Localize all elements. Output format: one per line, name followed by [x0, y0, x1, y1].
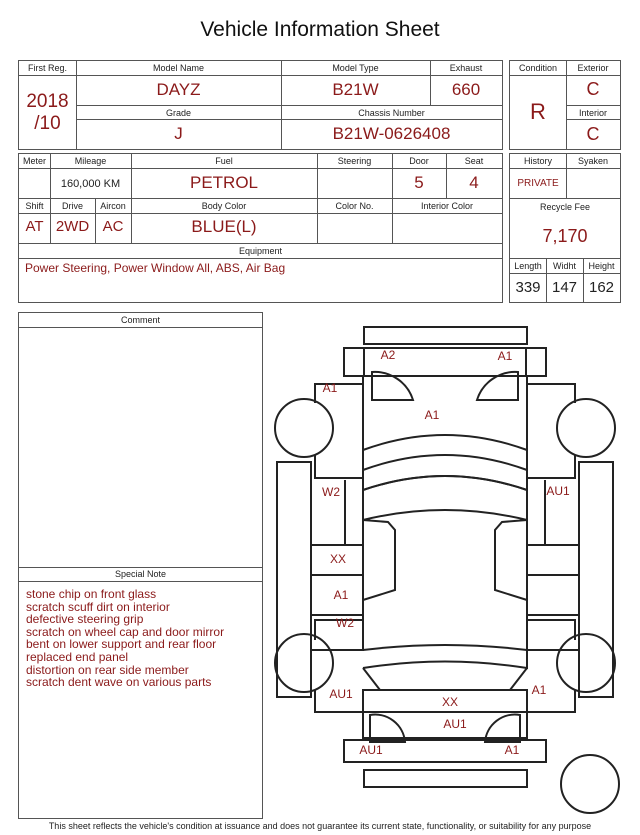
exterior-label: Exterior [577, 63, 609, 73]
equipment-label: Equipment [238, 246, 283, 256]
mark-rear-door-left-lower: W2 [336, 616, 354, 630]
divider [566, 119, 620, 120]
first-reg-label: First Reg. [27, 63, 67, 73]
divider [510, 273, 620, 274]
interior-value: C [586, 124, 600, 144]
hood-outline [363, 376, 527, 450]
width-value: 147 [551, 279, 578, 296]
note-line: bent on lower support and rear floor [26, 637, 217, 652]
note-line: defective steering grip [26, 612, 144, 627]
grade-value: J [174, 124, 183, 143]
exterior-value: C [586, 79, 600, 99]
history-value: PRIVATE [517, 178, 559, 189]
fuel-label: Fuel [215, 156, 233, 166]
syaken-label: Syaken [577, 156, 609, 166]
mark-rear-wheel-right: A1 [531, 683, 547, 697]
body-color-label: Body Color [201, 201, 247, 211]
mark-front-door-right: AU1 [546, 484, 570, 498]
interior-color-label: Interior Color [420, 201, 474, 211]
divider [19, 567, 262, 568]
comment-box [18, 312, 263, 819]
mark-rear-bumper-right: A1 [504, 743, 520, 757]
note-line: scratch scuff dirt on interior [26, 599, 170, 614]
meter-label: Meter [22, 156, 46, 166]
seat-value: 4 [469, 173, 479, 192]
aircon-label: Aircon [100, 201, 126, 211]
drive-label: Drive [61, 201, 83, 211]
width-label: Widht [552, 261, 576, 271]
body-color-value: BLUE(L) [191, 217, 257, 236]
divider [19, 243, 502, 244]
divider [19, 327, 262, 328]
mark-rear-wheel-left: AU1 [329, 687, 353, 701]
first-reg-month: /10 [34, 113, 61, 134]
note-line: stone chip on front glass [26, 587, 157, 601]
first-reg-year: 2018 [26, 91, 69, 112]
height-label: Height [588, 261, 615, 271]
mark-back-door-lower: AU1 [443, 717, 467, 731]
history-label: History [523, 156, 552, 166]
main-info-box [18, 60, 503, 150]
front-fender-right [527, 384, 575, 478]
condition-label: Condition [518, 63, 558, 73]
divider [392, 154, 393, 243]
note-line: distortion on rear side member [26, 662, 189, 677]
exhaust-value: 660 [451, 80, 481, 99]
mark-front-bumper-left: A2 [380, 348, 396, 362]
recycle-fee-label: Recycle Fee [539, 202, 591, 212]
disclaimer-footer: This sheet reflects the vehicle's condition at issuance and does not guarantee its current state, functionality, or suitability for any purpose [48, 821, 592, 831]
special-note-list [26, 588, 258, 689]
divider [510, 258, 620, 259]
details-box [18, 153, 503, 303]
divider [19, 198, 502, 199]
divider [76, 119, 502, 120]
divider [510, 75, 620, 76]
note-line: replaced end panel [26, 649, 129, 664]
divider [76, 105, 502, 106]
drive-value: 2WD [55, 218, 90, 235]
rear-wheel-left [275, 634, 333, 692]
chassis-value: B21W-0626408 [332, 124, 451, 143]
shift-value: AT [25, 218, 44, 235]
front-wheel-left [275, 399, 333, 457]
mileage-value: 160,000 KM [60, 178, 121, 190]
model-name-value: DAYZ [156, 80, 201, 99]
mark-hood: A1 [424, 408, 440, 422]
height-value: 162 [588, 279, 615, 296]
interior-label: Interior [578, 108, 607, 118]
mark-front-bumper-right: A1 [497, 349, 513, 363]
front-fender-left [315, 384, 363, 478]
spare-wheel [561, 755, 619, 813]
mark-rear-door-left-upper: XX [329, 552, 347, 566]
history-box [509, 153, 621, 303]
fuel-value: PETROL [189, 173, 259, 192]
aircon-value: AC [102, 218, 124, 235]
equipment-value: Power Steering, Power Window All, ABS, Air Bag [25, 261, 286, 275]
length-label: Length [514, 261, 542, 271]
front-wheel-right [557, 399, 615, 457]
condition-box [509, 60, 621, 150]
rear-bumper-strip [364, 770, 527, 787]
length-value: 339 [515, 279, 541, 296]
model-type-label: Model Type [332, 63, 379, 73]
seat-label: Seat [464, 156, 484, 166]
model-name-label: Model Name [152, 63, 205, 73]
side-panel-right [527, 475, 579, 650]
mileage-label: Mileage [74, 156, 107, 166]
mark-rear-door-left-mid: A1 [333, 588, 349, 602]
divider [19, 581, 262, 582]
condition-value: R [530, 99, 546, 124]
divider [510, 198, 620, 199]
mark-front-door-left: W2 [322, 485, 340, 499]
steering-label: Steering [337, 156, 372, 166]
chassis-label: Chassis Number [358, 108, 425, 118]
divider [566, 105, 620, 106]
note-line: scratch dent wave on various parts [26, 675, 212, 690]
sheet-title: Vehicle Information Sheet [200, 18, 440, 41]
divider [19, 168, 502, 169]
shift-label: Shift [25, 201, 44, 211]
mark-front-fender-left: A1 [322, 381, 338, 395]
color-no-label: Color No. [335, 201, 374, 211]
car-damage-diagram [268, 318, 630, 818]
comment-label: Comment [120, 315, 160, 325]
front-bumper-strip [364, 327, 527, 344]
mark-back-door-upper: XX [441, 695, 459, 709]
divider [510, 168, 620, 169]
model-type-value: B21W [332, 80, 379, 99]
special-note-label: Special Note [114, 569, 167, 579]
divider [317, 154, 318, 243]
rear-wheel-right [557, 634, 615, 692]
recycle-fee-value: 7,170 [542, 226, 588, 246]
note-line: scratch on wheel cap and door mirror [26, 624, 225, 639]
door-label: Door [409, 156, 429, 166]
divider [19, 258, 502, 259]
door-value: 5 [414, 173, 424, 192]
mark-rear-bumper-left: AU1 [359, 743, 383, 757]
divider [19, 213, 502, 214]
exhaust-label: Exhaust [449, 63, 483, 73]
grade-label: Grade [165, 108, 191, 118]
